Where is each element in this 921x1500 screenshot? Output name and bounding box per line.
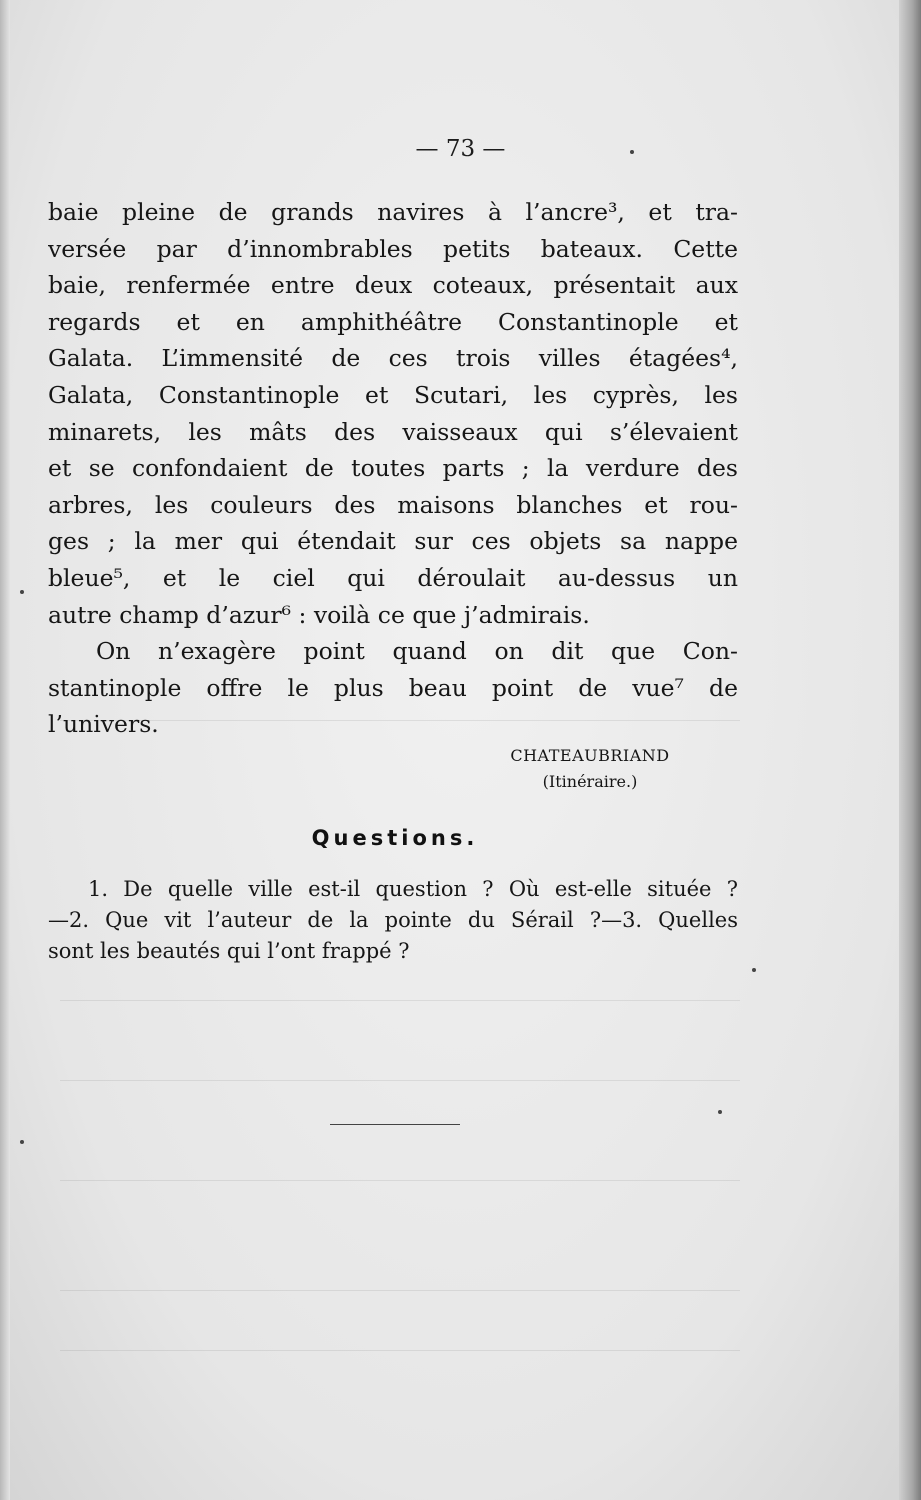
ink-speck [20, 590, 24, 594]
page-left-edge [0, 0, 10, 1500]
question-line: sont les beautés qui l’ont frappé ? [48, 939, 410, 963]
text-line: baie pleine de grands navires à l’ancre³, et tra- [48, 198, 738, 226]
ink-speck [630, 150, 634, 154]
text-line: l’univers. [48, 710, 159, 739]
question-line: —2. Que vit l’auteur de la pointe du Sérail ?—3. Quelles [48, 908, 738, 932]
text-line: autre champ d’azur⁶ : voilà ce que j’admirais. [48, 600, 590, 629]
show-through-line [60, 1000, 740, 1001]
show-through-line [60, 1350, 740, 1351]
show-through-line [60, 1080, 740, 1081]
text-line: stantinople offre le plus beau point de vue⁷ de [48, 673, 738, 702]
show-through-line [60, 1180, 740, 1181]
text-line: bleue⁵, et le ciel qui déroulait au-dessus un [48, 563, 738, 592]
text-line: On n’exagère point quand on dit que Con- [96, 637, 738, 666]
ink-speck [718, 1110, 722, 1114]
text-line: Galata. L’immensité de ces trois villes étagées⁴, [48, 344, 738, 373]
text-line: regards et en amphithéâtre Constantinople et [48, 307, 738, 336]
page-right-edge [899, 0, 921, 1500]
questions-list [48, 874, 738, 967]
text-line: arbres, les couleurs des maisons blanches et rou- [48, 490, 738, 519]
author-signature: CHATEAUBRIAND [510, 746, 670, 765]
ink-speck [20, 1140, 24, 1144]
body-text [48, 194, 738, 743]
source-title: (Itinéraire.) [542, 772, 638, 791]
show-through-line [60, 1290, 740, 1291]
text-line: et se confondaient de toutes parts ; la verdure des [48, 454, 738, 483]
ink-speck [752, 968, 756, 972]
text-line: minarets, les mâts des vaisseaux qui s’élevaient [48, 417, 738, 446]
question-line: 1. De quelle ville est-il question ? Où est-elle située ? [88, 877, 738, 901]
questions-heading: Questions. [311, 826, 479, 850]
page-number: — 73 — [415, 136, 506, 162]
text-line: versée par d’innombrables petits bateaux. Cette [48, 234, 738, 263]
text-line: ges ; la mer qui étendait sur ces objets sa nappe [48, 527, 738, 556]
text-line: Galata, Constantinople et Scutari, les cyprès, les [48, 380, 738, 409]
text-line: baie, renfermée entre deux coteaux, présentait aux [48, 271, 738, 300]
section-divider [330, 1124, 460, 1125]
